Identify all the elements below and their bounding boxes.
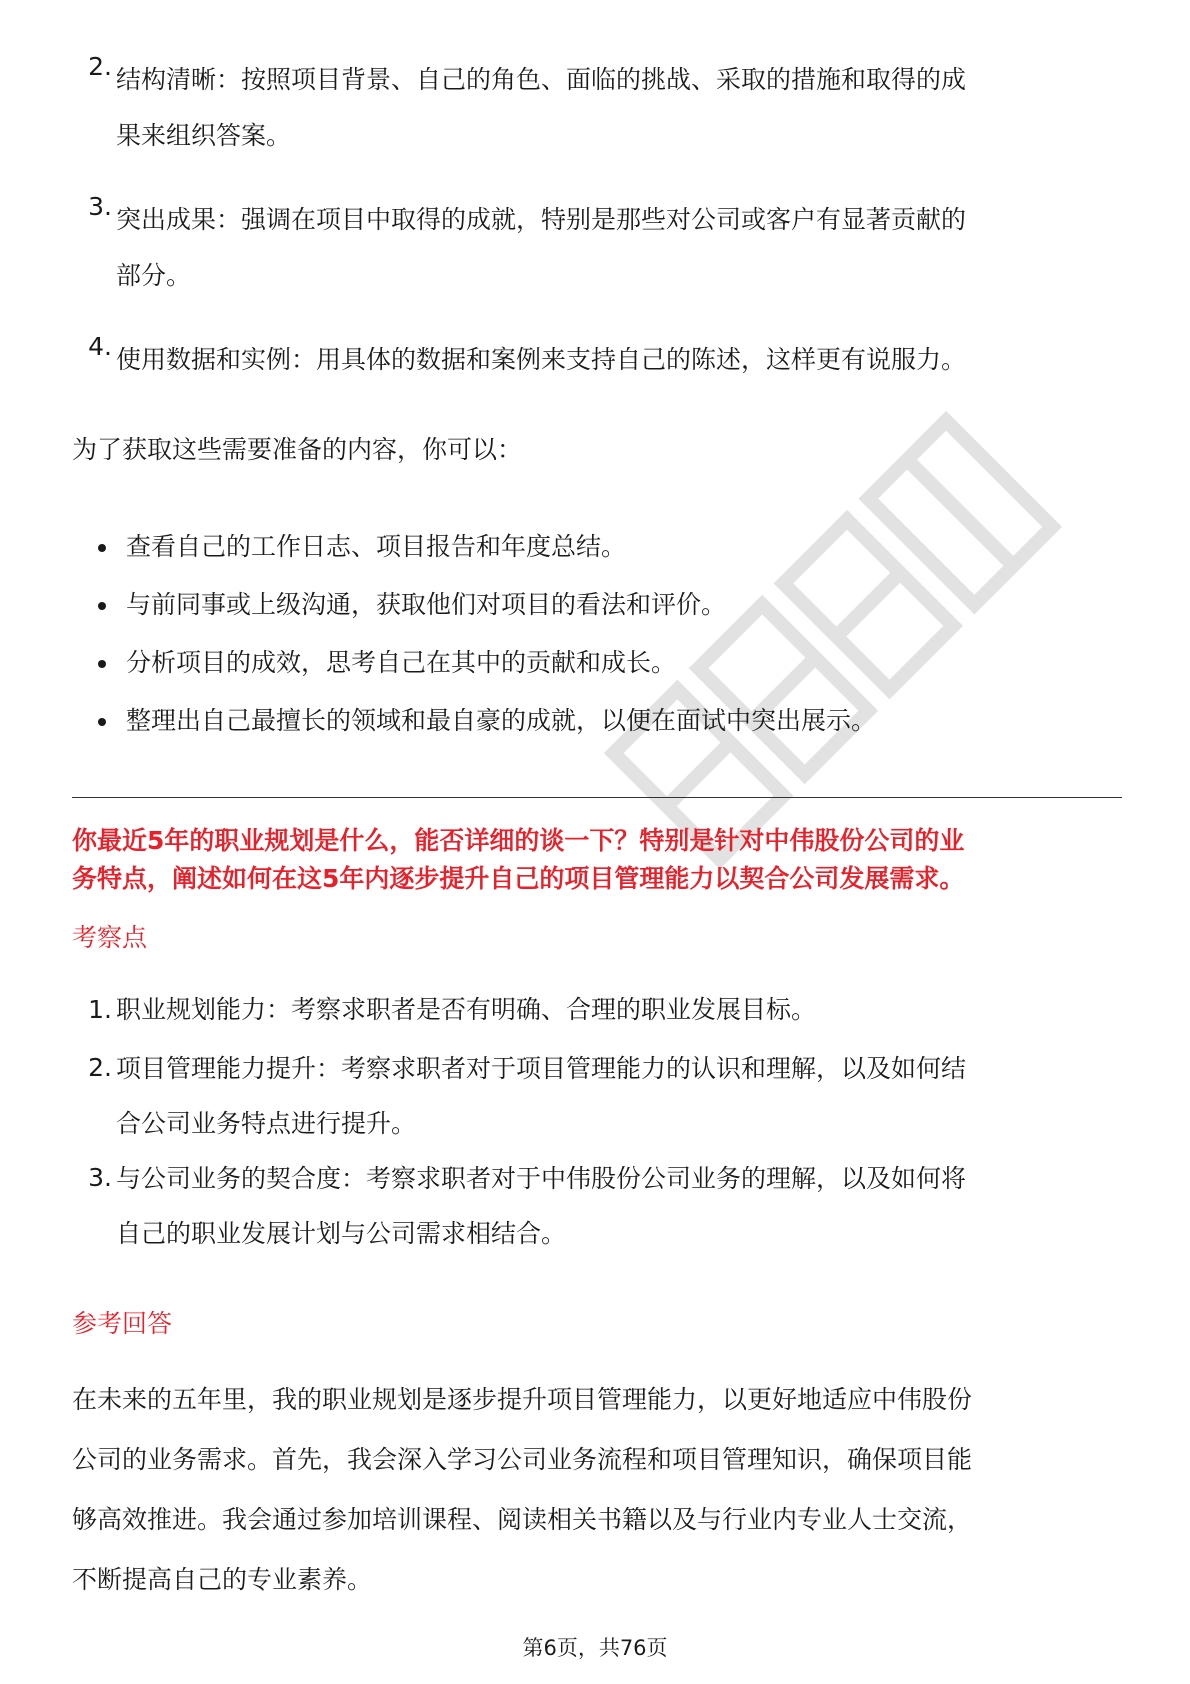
list-number: 3. [88, 1163, 112, 1192]
prep-bullet-list [72, 527, 1122, 759]
list-text-line: 结构清晰：按照项目背景、自己的角色、面临的挑战、采取的措施和取得的成 [116, 65, 967, 94]
interview-question [72, 822, 1122, 898]
page-footer: 第6页，共76页 [522, 1636, 668, 1660]
list-text-line: 果来组织答案。 [116, 121, 292, 150]
list-number: 1. [88, 995, 112, 1024]
list-item [72, 52, 1122, 192]
assessment-label: 考察点 [72, 923, 148, 952]
reference-answer [72, 1370, 1122, 1610]
bullet-text: 分析项目的成效，思考自己在其中的贡献和成长。 [126, 648, 677, 677]
list-item [72, 1048, 1122, 1158]
list-number: 4. [88, 332, 112, 361]
question-line: 务特点，阐述如何在这5年内逐步提升自己的项目管理能力以契合公司发展需求。 [72, 864, 965, 893]
bullet-item [72, 527, 1122, 585]
list-item [72, 332, 1122, 402]
list-number: 2. [88, 52, 112, 81]
list-item [72, 990, 1122, 1048]
list-text-line: 突出成果：强调在项目中取得的成就，特别是那些对公司或客户有显著贡献的 [116, 205, 967, 234]
bullet-item [72, 643, 1122, 701]
bullet-dot [98, 718, 106, 726]
list-text-line: 合公司业务特点进行提升。 [116, 1109, 417, 1138]
prep-intro: 为了获取这些需要准备的内容，你可以： [72, 435, 523, 464]
list-text-line: 职业规划能力：考察求职者是否有明确、合理的职业发展目标。 [116, 995, 817, 1024]
list-text-line: 使用数据和实例：用具体的数据和案例来支持自己的陈述，这样更有说服力。 [116, 345, 967, 374]
bullet-text: 查看自己的工作日志、项目报告和年度总结。 [126, 532, 627, 561]
assessment-list [72, 990, 1122, 1268]
list-text-line: 自己的职业发展计划与公司需求相结合。 [116, 1219, 567, 1248]
reference-label: 参考回答 [72, 1309, 173, 1338]
section-divider [72, 797, 1122, 798]
answer-line: 够高效推进。我会通过参加培训课程、阅读相关书籍以及与行业内专业人士交流， [72, 1505, 973, 1534]
bullet-item [72, 585, 1122, 643]
list-text-line: 与公司业务的契合度：考察求职者对于中伟股份公司业务的理解，以及如何将 [116, 1164, 967, 1193]
bullet-dot [98, 602, 106, 610]
bullet-item [72, 701, 1122, 759]
bullet-text: 与前同事或上级沟通，获取他们对项目的看法和评价。 [126, 590, 727, 619]
list-text-line: 部分。 [116, 261, 192, 290]
list-number: 3. [88, 192, 112, 221]
answer-line: 不断提高自己的专业素养。 [72, 1565, 373, 1594]
list-item [72, 192, 1122, 332]
bullet-text: 整理出自己最擅长的领域和最自豪的成就，以便在面试中突出展示。 [126, 706, 877, 735]
answer-line: 公司的业务需求。首先，我会深入学习公司业务流程和项目管理知识，确保项目能 [72, 1445, 973, 1474]
list-text-line: 项目管理能力提升：考察求职者对于项目管理能力的认识和理解，以及如何结 [116, 1054, 967, 1083]
question-line: 你最近5年的职业规划是什么，能否详细的谈一下？特别是针对中伟股份公司的业 [72, 826, 965, 855]
bullet-dot [98, 544, 106, 552]
list-number: 2. [88, 1053, 112, 1082]
list-item [72, 1158, 1122, 1268]
top-numbered-list [72, 52, 1122, 402]
bullet-dot [98, 660, 106, 668]
answer-line: 在未来的五年里，我的职业规划是逐步提升项目管理能力，以更好地适应中伟股份 [72, 1385, 973, 1414]
